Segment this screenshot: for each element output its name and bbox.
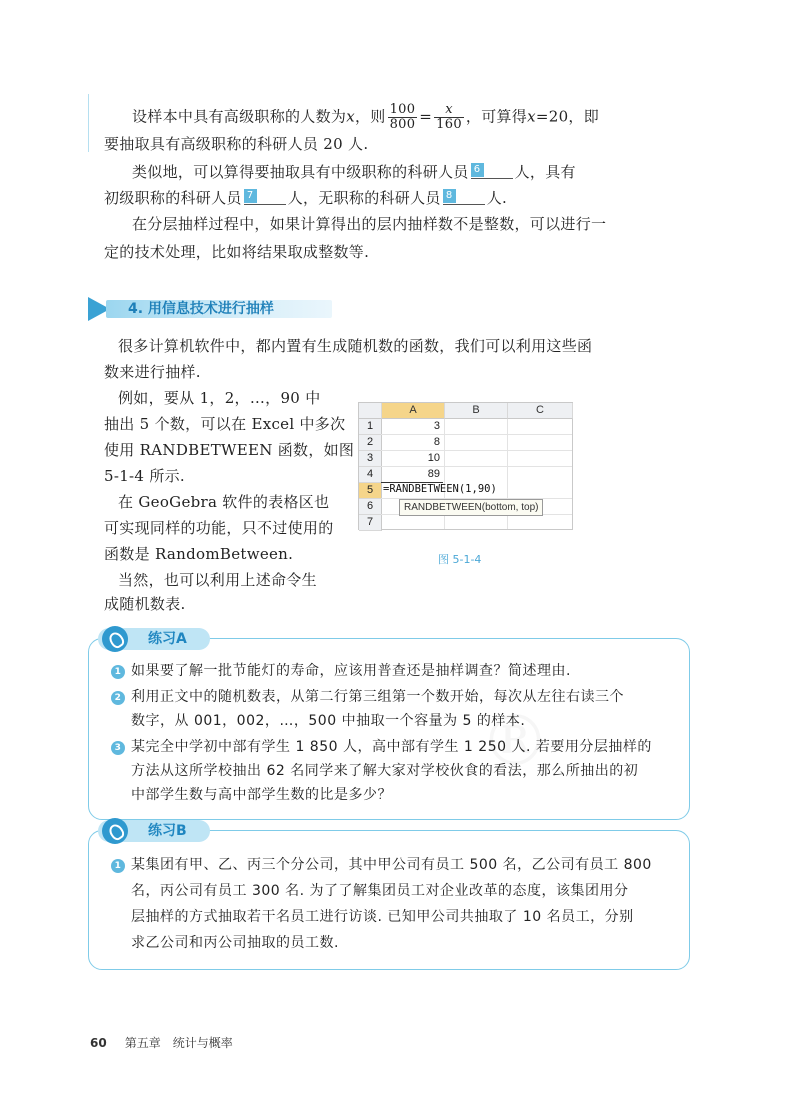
cell-a3[interactable]: 10 [427,452,440,464]
section-title: 4. 用信息技术进行抽样 [128,301,274,317]
row-header[interactable]: 6 [359,499,382,515]
answer-blank-6[interactable]: 6 [471,163,513,179]
exercise-a-title: 练习A [148,631,187,647]
exercise-a-box [88,638,690,820]
number-badge: 2 [111,691,125,705]
answer-blank-8[interactable]: 8 [443,189,485,205]
exercise-b-tab [98,818,210,842]
cell-a4[interactable]: 89 [427,468,440,480]
page-footer [90,1034,233,1051]
row-header[interactable]: 2 [359,435,382,451]
section-line-8: 可实现同样的功能，只不过使用的 [104,519,334,537]
function-tooltip: RANDBETWEEN(bottom, top) [399,499,543,516]
body-line-4: 初级职称的科研人员 7 人，无职称的科研人员 8 人. [104,189,508,207]
fraction-x-160: $\frac{x}{160}$ [436,102,462,132]
section-line-10: 当然，也可以利用上述命令生 [118,571,317,589]
exercise-b-q1-cont: 层抽样的方式抽取若干名员工进行访谈. 已知甲公司共抽取了 10 名员工，分别 [131,909,634,925]
excel-spreadsheet [358,402,573,530]
section-line-11: 成随机数表. [104,595,186,613]
number-badge: 1 [111,665,125,679]
section-line-3: 例如，要从 1，2，…，90 中 [118,389,321,407]
column-header-a[interactable]: A [382,403,445,419]
exercise-b-q1-cont: 求乙公司和丙公司抽取的员工数. [131,935,339,951]
cell-a2[interactable]: 8 [433,436,440,448]
exercise-b-q1-cont: 名，丙公司有员工 300 名. 为了了解集团员工对企业改革的态度，该集团用分 [131,883,629,899]
exercise-a-q1: 1 如果要了解一批节能灯的寿命，应该用普查还是抽样调查？简述理由. [111,661,571,681]
row-header[interactable]: 5 [359,483,382,499]
body-line-6: 定的技术处理，比如将结果取成整数等. [104,243,370,261]
row-header[interactable]: 7 [359,515,382,531]
body-text-top [0,0,800,270]
body-line-1: 设样本中具有高级职称的人数为x，则 $\frac{100}{800}$ = $\frac{x}{160}$ ，可算得x=20，即 [132,102,600,132]
column-header-c[interactable]: C [508,403,573,419]
exercise-b-box [88,830,690,970]
row-header[interactable]: 4 [359,467,382,483]
section-line-6: 5-1-4 所示. [104,467,186,485]
section-line-9: 函数是 RandomBetween. [104,545,294,563]
exercise-a-q3-cont: 方法从这所学校抽出 62 名同学来了解大家对学校伙食的看法，那么所抽出的初 [131,763,639,779]
column-header-b[interactable]: B [445,403,508,419]
section-line-1: 很多计算机软件中，都内置有生成随机数的函数，我们可以利用这些函 [118,337,593,355]
body-line-3: 类似地，可以算得要抽取具有中级职称的科研人员 6 人，具有 [132,163,576,181]
section-header [88,297,333,321]
section-line-4: 抽出 5 个数，可以在 Excel 中多次 [104,415,346,433]
page-number: 60 [90,1036,107,1050]
cell-a1[interactable]: 3 [433,420,440,432]
pencil-icon [102,626,128,652]
row-header[interactable]: 3 [359,451,382,467]
pencil-icon [102,818,128,844]
exercise-a-q2: 2 利用正文中的随机数表，从第二行第三组第一个数开始，每次从左往右读三个 [111,687,624,707]
section-line-2: 数来进行抽样. [104,363,201,381]
figure-caption: 图 5-1-4 [438,553,482,566]
exercise-b-q1: 1 某集团有甲、乙、丙三个分公司，其中甲公司有员工 500 名，乙公司有员工 800 [111,855,652,875]
body-line-5: 在分层抽样过程中，如果计算得出的层内抽样数不是整数，可以进行一 [132,215,607,233]
section-line-5: 使用 RANDBETWEEN 函数，如图 [104,441,355,459]
number-badge: 1 [111,859,125,873]
chapter-title: 第五章 统计与概率 [124,1036,233,1050]
exercise-a-q3-cont: 中部学生数与高中部学生数的比是多少？ [131,787,392,803]
watermark: ® [480,700,550,782]
exercise-a-q3: 3 某完全中学初中部有学生 1 850 人，高中部有学生 1 250 人. 若要用分层抽样的 [111,737,652,757]
answer-blank-7[interactable]: 7 [244,189,286,205]
section-line-7: 在 GeoGebra 软件的表格区也 [118,493,330,511]
exercise-a-tab [98,626,210,650]
corner-header [359,403,382,419]
fraction-100-800: $\frac{100}{800}$ [389,102,416,132]
body-line-2: 要抽取具有高级职称的科研人员 20 人. [104,135,369,153]
row-header[interactable]: 1 [359,419,382,435]
exercise-a-q2-cont: 数字，从 001，002，…，500 中抽取一个容量为 5 的样本. [131,713,526,729]
number-badge: 3 [111,741,125,755]
exercise-b-title: 练习B [148,823,187,839]
formula-cell-a5[interactable]: =RANDBETWEEN(1,90) [383,483,497,495]
